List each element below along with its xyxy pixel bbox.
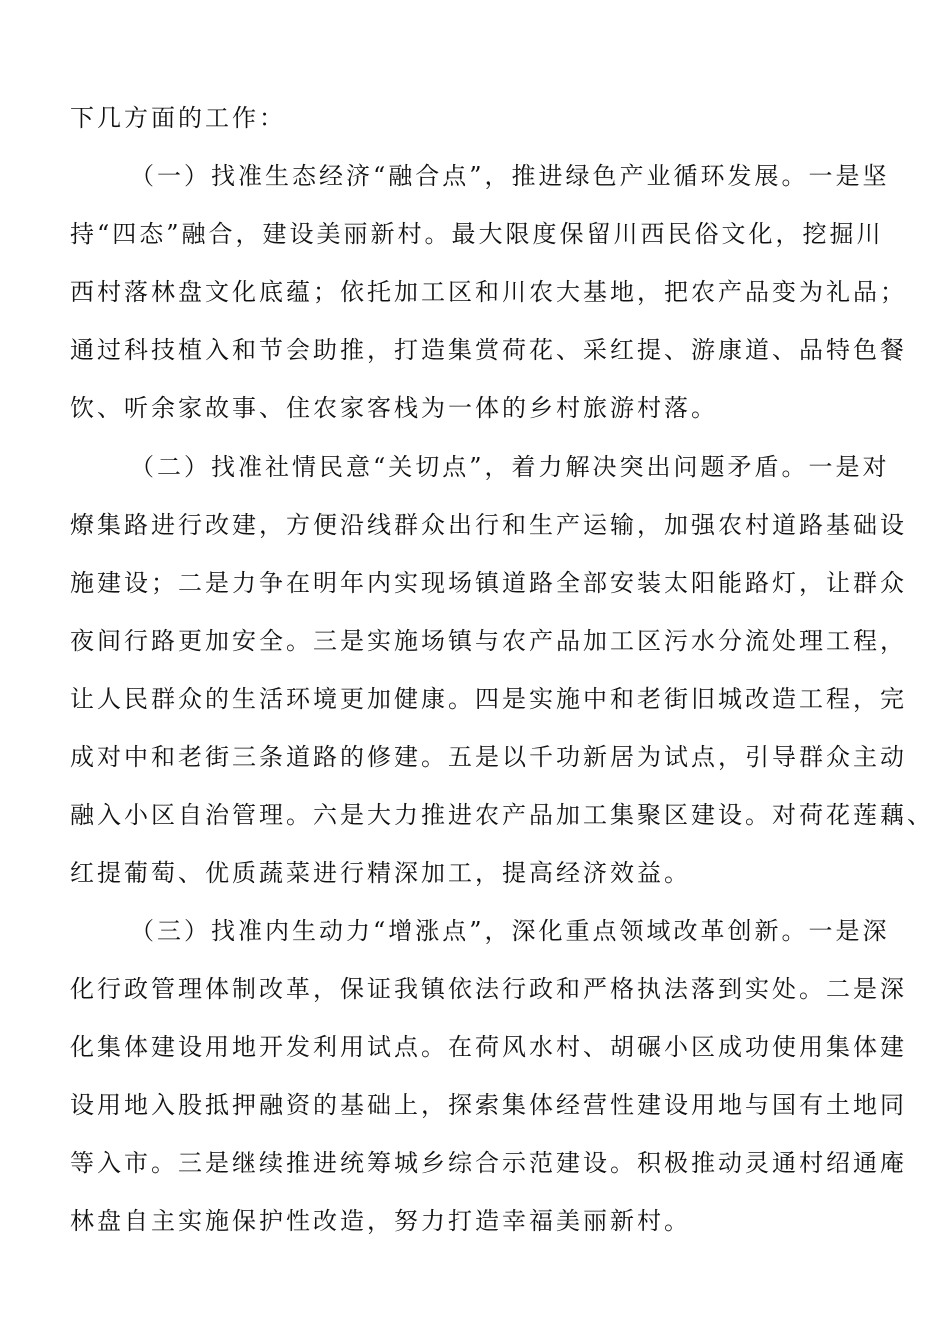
text-line: 成对中和老街三条道路的修建。五是以千功新居为试点，引导群众主动 [70, 743, 907, 771]
text-line: 通过科技植入和节会助推，打造集赏荷花、采红提、游康道、品特色餐 [70, 336, 907, 364]
text-line: 红提葡萄、优质蔬菜进行精深加工，提高经济效益。 [70, 859, 691, 887]
text-line: 等入市。三是继续推进统筹城乡综合示范建设。积极推动灵通村绍通庵 [70, 1149, 907, 1177]
text-line: 化行政管理体制改革，保证我镇依法行政和严格执法落到实处。二是深 [70, 975, 907, 1003]
text-line: 西村落林盘文化底蕴；依托加工区和川农大基地，把农产品变为礼品； [70, 278, 907, 306]
text-line: 燎集路进行改建，方便沿线群众出行和生产运输，加强农村道路基础设 [70, 511, 907, 539]
text-line: 饮、听余家故事、住农家客栈为一体的乡村旅游村落。 [70, 394, 718, 422]
text-line: 林盘自主实施保护性改造，努力打造幸福美丽新村。 [70, 1207, 691, 1235]
paragraph-2-first-line: （二）找准社情民意“关切点”，着力解决突出问题矛盾。一是对 [130, 453, 890, 481]
text-line: 施建设；二是力争在明年内实现场镇道路全部安装太阳能路灯，让群众 [70, 569, 907, 597]
text-line: 让人民群众的生活环境更加健康。四是实施中和老街旧城改造工程，完 [70, 685, 907, 713]
text-line: 下几方面的工作： [70, 104, 286, 132]
text-line: 持“四态”融合，建设美丽新村。最大限度保留川西民俗文化，挖掘川 [70, 220, 884, 248]
text-line: 融入小区自治管理。六是大力推进农产品加工集聚区建设。对荷花莲藕、 [70, 801, 934, 829]
paragraph-1-first-line: （一）找准生态经济“融合点”，推进绿色产业循环发展。一是坚 [130, 162, 890, 190]
text-line: 化集体建设用地开发利用试点。在荷风水村、胡碾小区成功使用集体建 [70, 1033, 907, 1061]
text-line: 夜间行路更加安全。三是实施场镇与农产品加工区污水分流处理工程， [70, 627, 907, 655]
text-line: 设用地入股抵押融资的基础上，探索集体经营性建设用地与国有土地同 [70, 1091, 907, 1119]
paragraph-3-first-line: （三）找准内生动力“增涨点”，深化重点领域改革创新。一是深 [130, 917, 890, 945]
